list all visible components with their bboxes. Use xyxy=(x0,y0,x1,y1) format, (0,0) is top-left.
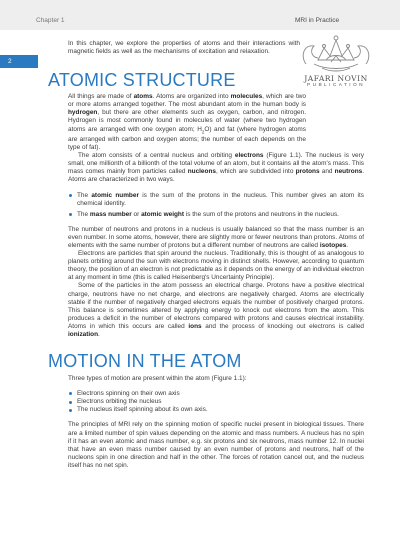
atomic-paragraph-5: Some of the particles in the atom possess an electrical charge. Protons have a positive electrical charge, neutrons have no net charge, and electrons are negatively charged. Atoms are electrically stable if the number of negatively charged electrons equals the number of positively charged protons. This balance is sometimes altered by applying energy to knock out electrons from the atom. This produces a deficit in the number of electrons compared with protons and causes electrical instability. Atoms in which this occurs are called ions and the process of knocking out electrons is called ionization. xyxy=(68,282,364,338)
list-item: Electrons orbiting the nucleus xyxy=(68,398,364,406)
page-body xyxy=(48,40,365,470)
logo-subtitle: PUBLICATION xyxy=(306,83,366,88)
list-item: The nucleus itself spinning about its own axis. xyxy=(68,406,364,414)
logo-name: JAFARI NOVIN xyxy=(304,74,368,83)
page-number-tab xyxy=(0,55,38,68)
bullet-icon xyxy=(69,213,72,216)
bullet-icon xyxy=(69,392,72,395)
list-item: Electrons spinning on their own axis xyxy=(68,390,364,398)
atomic-paragraph-4: Electrons are particles that spin around the nucleus. Traditionally, this is thought of as analogous to planets orbiting around the sun with electrons moving in distinct shells. However, according to quantum theory, the position of an electron is not predictable as it depends on the energy of an individual electron at any moment in time (this is called Heisenberg's Uncertainty Principle). xyxy=(68,250,364,282)
atom-characteristics-list xyxy=(68,192,364,219)
atomic-paragraph-2: The atom consists of a central nucleus and orbiting electrons (Figure 1.1). The nucleus is very small, one millionth of a billionth of the total volume of an atom, but it contains all the atom's mass. This mass comes mainly from particles called nucleons, which are subdivided into protons and neutrons. Atoms are characterized in two ways. xyxy=(68,152,365,184)
chapter-label: Chapter 1 xyxy=(36,17,65,24)
bullet-icon xyxy=(69,409,72,412)
section-heading-atomic-structure: ATOMIC STRUCTURE xyxy=(48,70,236,91)
bullet-icon xyxy=(69,401,72,404)
section-heading-motion-in-the-atom: MOTION IN THE ATOM xyxy=(48,351,242,372)
motion-types-list xyxy=(68,390,364,414)
list-item: The mass number or atomic weight is the sum of the protons and neutrons in the nucleus. xyxy=(68,211,364,219)
book-title: MRI in Practice xyxy=(295,17,340,24)
motion-paragraph-1: Three types of motion are present within the atom (Figure 1.1): xyxy=(68,375,247,383)
list-item: The atomic number is the sum of the protons in the nucleus. This number gives an atom its chemical identity. xyxy=(68,192,364,208)
motion-paragraph-2: The principles of MRI rely on the spinning motion of specific nuclei present in biological tissues. There are a limited number of spin values depending on the atomic and mass numbers. A nucleus has no spin if it has an even atomic and mass number, e.g. six protons and six neutrons, mass number 12. In nuclei that have an even mass number caused by an even number of protons and neutrons, half of the nucleons spin in one direction and half in the other. The forces of rotation cancel out, and the nucleus itself has no net spin. xyxy=(68,421,364,469)
bullet-icon xyxy=(69,194,72,197)
atomic-paragraph-3: The number of neutrons and protons in a nucleus is usually balanced so that the mass number is an even number. In some atoms, however, there are slightly more or fewer neutrons than protons. Atoms of elements with the same number of protons but a different number of neutrons are called isotopes. xyxy=(68,225,364,249)
intro-paragraph: In this chapter, we explore the properties of atoms and their interactions with magnetic fields as well as the mechanisms of excitation and relaxation. xyxy=(68,40,300,56)
atomic-paragraph-1: All things are made of atoms. Atoms are organized into molecules, which are two or more atoms arranged together. The most abundant atom in the human body is hydrogen, but there are other elements such as oxygen, carbon, and nitrogen. Hydrogen is most commonly found in molecules of water (where two hydrogen atoms are arranged with one oxygen atom; $H_2O$) and fat (where hydrogen atoms are arranged with carbon and oxygen atoms; the number of each depends on the type of fat). xyxy=(68,93,307,152)
page-number: 2 xyxy=(8,58,12,65)
running-header xyxy=(0,0,400,30)
